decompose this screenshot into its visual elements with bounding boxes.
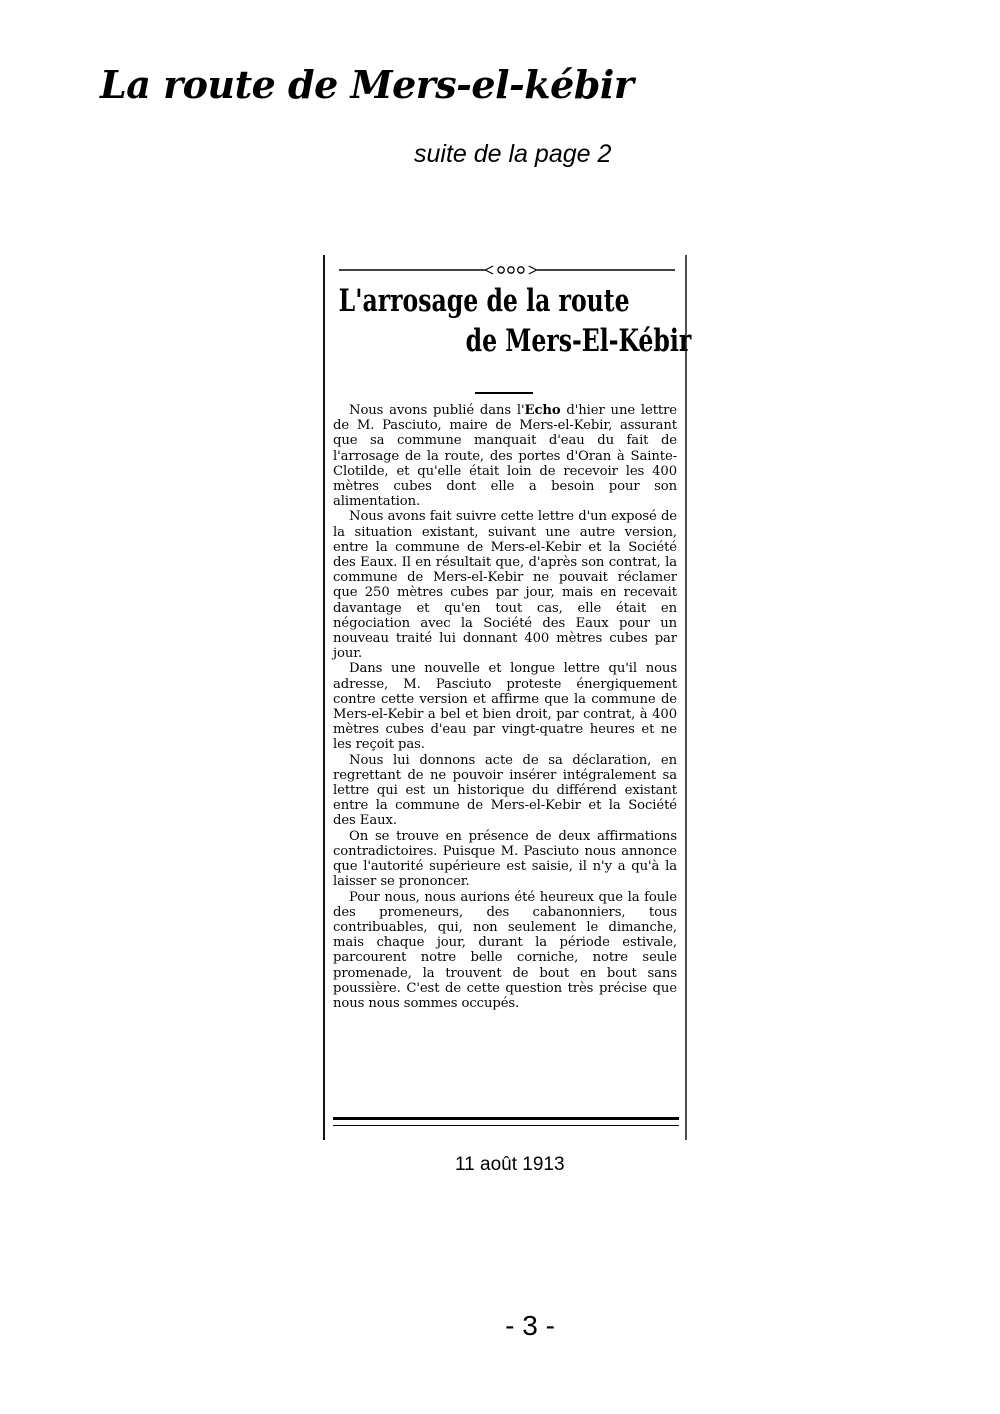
article-paragraph — [333, 403, 677, 509]
article-body — [333, 403, 677, 1011]
paragraph-rest-text: d'hier une lettre de M. Pasciuto, maire de Mers-el-Kebir, assurant que sa commune manquait d'eau du fait de l'arrosage de la route, des portes d'Oran à Sainte-Clotilde, et qu'elle était loin de recevoir les 400 mètres cubes dont elle a besoin pour son alimentation. — [333, 403, 677, 510]
paragraph-lead-text: Nous avons publié dans l' — [349, 403, 525, 418]
article-paragraph: On se trouve en présence de deux affirmations contradictoires. Puisque M. Pasciuto nous annonce que l'autorité supérieure est saisie, il n'y a qu'à la laisser se prononcer. — [333, 828, 677, 890]
article-paragraph: Nous avons fait suivre cette lettre d'un exposé de la situation existant, suivant une autre version, entre la commune de Mers-el-Kebir et la Société des Eaux. Il en résultait que, d'après son contrat, la commune de Mers-el-Kebir ne pouvait réclamer que 250 mètres cubes par jour, mais en recevait davantage et qu'en tout cas, elle était en négociation avec la Société des Eaux pour un nouveau traité lui donnant 400 mètres cubes par jour. — [333, 509, 677, 662]
continuation-note: suite de la page 2 — [414, 140, 612, 168]
newspaper-name: Echo — [524, 403, 561, 418]
ornament-divider — [339, 263, 675, 277]
article-title-line-2: de Mers-El-Kébir — [465, 323, 692, 359]
page-heading: La route de Mers-el-kébir — [100, 62, 634, 107]
article-title — [325, 281, 692, 361]
bottom-rule — [333, 1117, 679, 1126]
article-paragraph: Dans une nouvelle et longue lettre qu'il nous adresse, M. Pasciuto proteste énergiquement contre cette version et affirme que la commune de Mers-el-Kebir a bel et bien droit, par contrat, à 400 mètres cubes d'eau par vingt-quatre heures et ne les reçoit pas. — [333, 661, 677, 753]
article-paragraph: Nous lui donnons acte de sa déclaration, en regrettant de ne pouvoir insérer intégralement sa lettre qui est un historique du différend existant entre la commune de Mers-el-Kebir et la Société des Eaux. — [333, 752, 677, 829]
clipping-date: 11 août 1913 — [455, 1154, 565, 1175]
article-paragraph: Pour nous, nous aurions été heureux que la foule des promeneurs, des cabanonniers, tous contribuables, qui, non seulement le dimanche, mais chaque jour, durant la période estivale, parcourent notre belle corniche, notre seule promenade, la trouvent de bout en bout sans poussière. C'est de cette question très précise que nous nous sommes occupés. — [333, 889, 677, 1011]
page-number: - 3 - — [505, 1310, 555, 1341]
article-title-line-1: L'arrosage de la route — [338, 283, 630, 319]
newspaper-clipping — [323, 255, 692, 1140]
title-rule — [475, 392, 533, 394]
